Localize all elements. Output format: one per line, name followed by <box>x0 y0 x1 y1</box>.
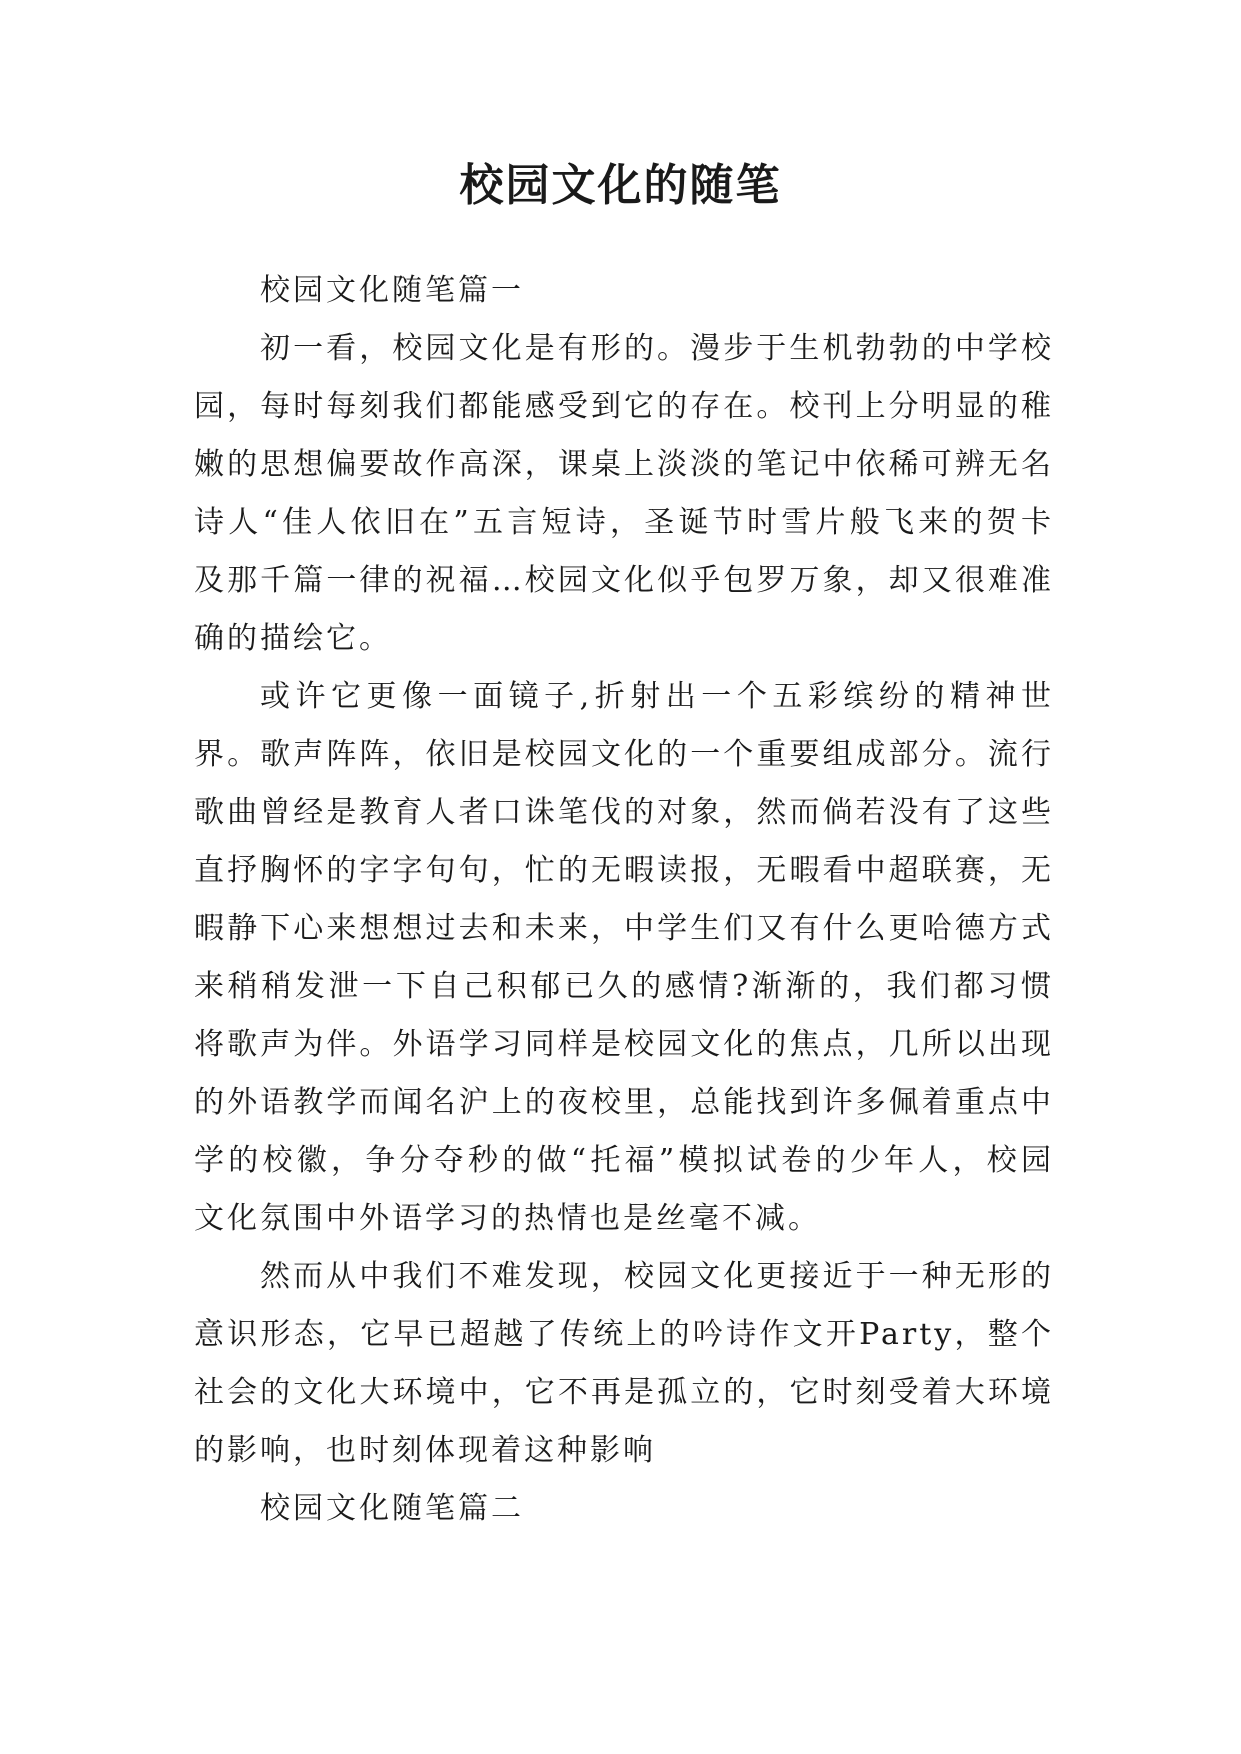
section-heading-one: 校园文化随笔篇一 <box>260 273 524 308</box>
page-title: 校园文化的随笔 <box>459 160 782 211</box>
paragraph-2: 或许它更像一面镜子,折射出一个五彩缤纷的精神世界。歌声阵阵，依旧是校园文化的一个重要组成部分。流行歌曲曾经是教育人者口诛笔伐的对象，然而倘若没有了这些直抒胸怀的字字句句，忙的无暇读报，无暇看中超联赛，无暇静下心来想想过去和未来，中学生们又有什么更哈德方式来稍稍发泄一下自己积郁已久的感情?渐渐的，我们都习惯将歌声为伴。外语学习同样是校园文化的焦点，几所以出现的外语教学而闻名沪上的夜校里，总能找到许多佩着重点中学的校徽，争分夺秒的做“托福”模拟试卷的少年人，校园文化氛围中外语学习的热情也是丝毫不减。 <box>194 679 1054 1236</box>
paragraph-1: 初一看，校园文化是有形的。漫步于生机勃勃的中学校园，每时每刻我们都能感受到它的存在。校刊上分明显的稚嫩的思想偏要故作高深，课桌上淡淡的笔记中依稀可辨无名诗人“佳人依旧在”五言短诗，圣诞节时雪片般飞来的贺卡及那千篇一律的祝福…校园文化似乎包罗万象，却又很难准确的描绘它。 <box>194 331 1054 656</box>
paragraph-3: 然而从中我们不难发现，校园文化更接近于一种无形的意识形态，它早已超越了传统上的吟诗作文开Party，整个社会的文化大环境中，它不再是孤立的，它时刻受着大环境的影响，也时刻体现着这种影响 <box>194 1259 1054 1468</box>
document-body <box>194 262 1054 1538</box>
section-heading-two: 校园文化随笔篇二 <box>260 1491 524 1526</box>
